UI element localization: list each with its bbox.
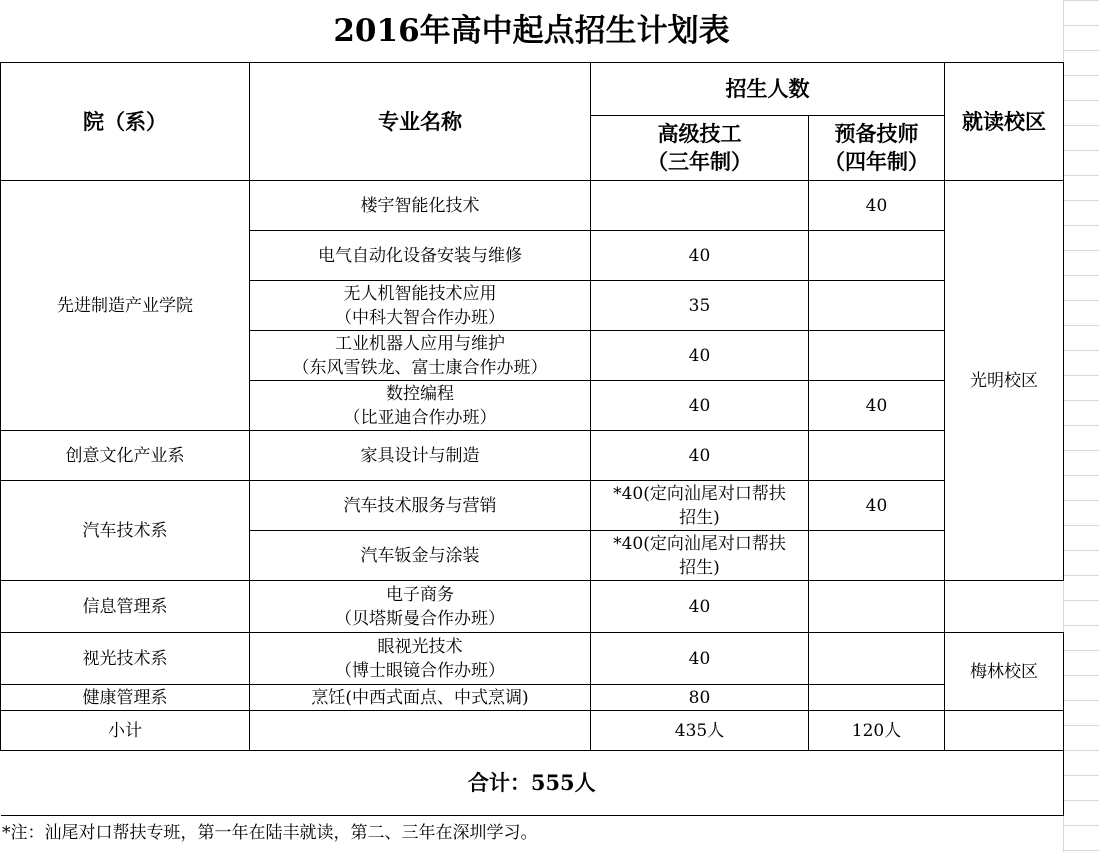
table-row — [1, 481, 1064, 531]
major-note: （比亚迪合作办班） — [343, 407, 497, 428]
senior-count-line2: 招生) — [679, 557, 720, 578]
senior-count-cell: 40 — [591, 231, 809, 281]
dept-cell: 视光技术系 — [1, 633, 250, 685]
header-senior-line1: 高级技工 — [657, 121, 742, 146]
senior-count-cell: 40 — [591, 633, 809, 685]
major-note: （博士眼镜合作办班） — [335, 660, 505, 681]
header-senior-technician — [591, 116, 809, 181]
header-enrollment: 招生人数 — [591, 63, 945, 116]
table-row — [1, 581, 1064, 633]
senior-count-cell — [591, 181, 809, 231]
subtotal-prep: 120人 — [809, 711, 945, 751]
table-row — [1, 181, 1064, 231]
table-title: 2016年高中起点招生计划表 — [333, 13, 730, 49]
major-note: （贝塔斯曼合作办班） — [335, 608, 505, 629]
senior-count-cell: 40 — [591, 581, 809, 633]
major-name: 眼视光技术 — [377, 636, 463, 657]
major-name: 工业机器人应用与维护 — [335, 333, 505, 354]
dept-cell: 创意文化产业系 — [1, 431, 250, 481]
campus-cell: 光明校区 — [945, 181, 1064, 581]
enrollment-plan-table — [0, 62, 1064, 816]
prep-count-cell — [809, 431, 945, 481]
senior-count-line2: 招生) — [679, 507, 720, 528]
header-row-1 — [1, 63, 1064, 116]
major-cell — [250, 231, 591, 281]
header-senior-line2: （三年制） — [647, 149, 752, 174]
header-prep-line2: （四年制） — [824, 149, 929, 174]
major-cell — [250, 531, 591, 581]
grand-total: 合计：555人 — [1, 751, 1064, 816]
prep-count-cell: 40 — [809, 481, 945, 531]
dept-cell: 信息管理系 — [1, 581, 250, 633]
major-name: 数控编程 — [386, 383, 454, 404]
senior-count-cell: 40 — [591, 431, 809, 481]
prep-count-cell — [809, 633, 945, 685]
table-row — [1, 633, 1064, 685]
major-cell — [250, 685, 591, 711]
major-name: 家具设计与制造 — [360, 445, 480, 466]
dept-cell: 健康管理系 — [1, 685, 250, 711]
major-cell — [250, 481, 591, 531]
header-dept: 院（系） — [1, 63, 250, 181]
prep-count-cell — [809, 331, 945, 381]
prep-count-cell — [809, 685, 945, 711]
table-row — [1, 685, 1064, 711]
prep-count-cell — [809, 581, 945, 633]
total-row — [1, 751, 1064, 816]
footnote: *注：汕尾对口帮扶专班，第一年在陆丰就读，第二、三年在深圳学习。 — [2, 823, 538, 843]
major-name: 电气自动化设备安装与维修 — [318, 245, 522, 266]
subtotal-label: 小计 — [1, 711, 250, 751]
major-cell — [250, 431, 591, 481]
major-name: 无人机智能技术应用 — [343, 283, 497, 304]
major-name: 电子商务 — [386, 584, 454, 605]
campus-cell: 梅林校区 — [945, 633, 1064, 711]
prep-count-cell: 40 — [809, 381, 945, 431]
major-note: （东风雪铁龙、富士康合作办班） — [292, 357, 548, 378]
header-prep-line1: 预备技师 — [834, 121, 919, 146]
header-major: 专业名称 — [250, 63, 591, 181]
prep-count-cell: 40 — [809, 181, 945, 231]
major-cell — [250, 281, 591, 331]
major-name: 楼宇智能化技术 — [360, 195, 480, 216]
prep-count-cell — [809, 531, 945, 581]
senior-count-cell — [591, 531, 809, 581]
senior-count-cell: 80 — [591, 685, 809, 711]
prep-count-cell — [809, 281, 945, 331]
subtotal-row — [1, 711, 1064, 751]
prep-count-cell — [809, 231, 945, 281]
subtotal-major-empty — [250, 711, 591, 751]
senior-count-line1: *40(定向汕尾对口帮扶 — [613, 533, 786, 554]
senior-count-line1: *40(定向汕尾对口帮扶 — [613, 483, 786, 504]
header-campus: 就读校区 — [945, 63, 1064, 181]
dept-cell: 先进制造产业学院 — [1, 181, 250, 431]
major-name: 烹饪(中西式面点、中式烹调) — [311, 687, 529, 708]
table-row — [1, 431, 1064, 481]
senior-count-cell: 35 — [591, 281, 809, 331]
major-cell — [250, 381, 591, 431]
major-cell — [250, 331, 591, 381]
spreadsheet-grid-background — [1063, 0, 1099, 852]
subtotal-campus-empty — [945, 711, 1064, 751]
major-note: （中科大智合作办班） — [335, 307, 505, 328]
major-cell — [250, 581, 591, 633]
major-cell — [250, 633, 591, 685]
major-cell — [250, 181, 591, 231]
senior-count-cell — [591, 481, 809, 531]
header-preparatory-technician — [809, 116, 945, 181]
senior-count-cell: 40 — [591, 331, 809, 381]
major-name: 汽车钣金与涂装 — [360, 545, 480, 566]
major-name: 汽车技术服务与营销 — [343, 495, 497, 516]
subtotal-senior: 435人 — [591, 711, 809, 751]
dept-cell: 汽车技术系 — [1, 481, 250, 581]
senior-count-cell: 40 — [591, 381, 809, 431]
